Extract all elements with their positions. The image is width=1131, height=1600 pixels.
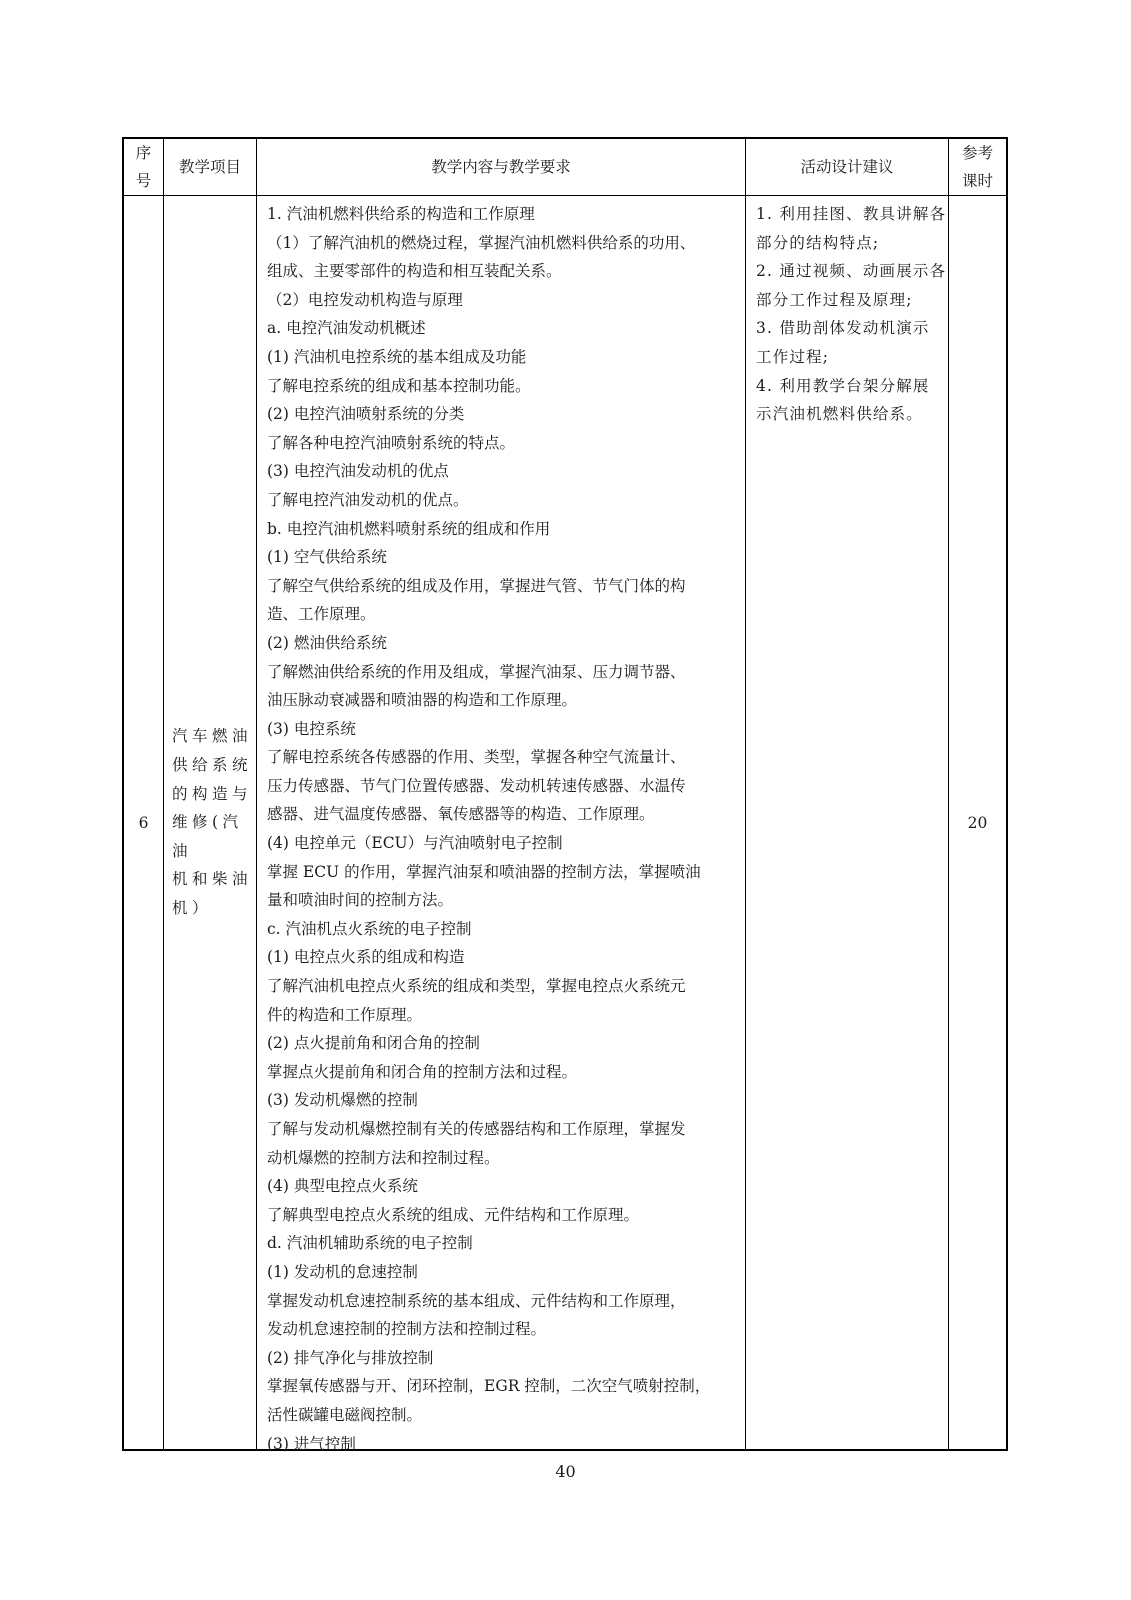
header-hours-line: 参考	[961, 144, 993, 162]
project-line: 的构造与	[172, 784, 253, 803]
project-line: 汽车燃油	[172, 727, 253, 746]
content-line: (3) 发动机爆燃的控制	[267, 1091, 418, 1110]
content-line: 件的构造和工作原理。	[267, 1005, 423, 1024]
row-number-value: 6	[138, 813, 149, 832]
content-line: c. 汽油机点火系统的电子控制	[267, 919, 472, 938]
header-hours-line: 课时	[961, 172, 993, 190]
project-line: 供给系统	[172, 756, 253, 775]
content-line: (3) 电控系统	[267, 719, 356, 738]
content-line: 动机爆燃的控制方法和控制过程。	[267, 1148, 500, 1167]
content-line: (2) 燃油供给系统	[267, 633, 387, 652]
content-line: b. 电控汽油机燃料喷射系统的组成和作用	[267, 519, 551, 538]
content-line: 量和喷油时间的控制方法。	[267, 891, 454, 910]
header-no-line: 序	[135, 144, 152, 162]
content-line: (3) 进气控制	[267, 1434, 356, 1453]
row-content	[257, 196, 745, 1453]
activity-line: 3. 借助剖体发动机演示	[756, 319, 930, 338]
content-line: a. 电控汽油发动机概述	[267, 319, 426, 338]
activity-line: 1. 利用挂图、教具讲解各	[756, 205, 947, 223]
content-line: (2) 点火提前角和闭合角的控制	[267, 1034, 480, 1053]
content-line: 了解与发动机爆燃控制有关的传感器结构和工作原理，掌握发	[267, 1120, 686, 1138]
row-hours-value: 20	[967, 813, 988, 832]
content-line: 活性碳罐电磁阀控制。	[267, 1405, 423, 1424]
content-line: (1) 汽油机电控系统的基本组成及功能	[267, 347, 527, 366]
row-hours	[949, 196, 1006, 1449]
content-line: （2）电控发动机构造与原理	[267, 290, 463, 309]
content-line: 发动机怠速控制的控制方法和控制过程。	[267, 1320, 547, 1339]
content-line: 了解电控汽油发动机的优点。	[267, 490, 469, 509]
activity-line: 工作过程;	[756, 347, 830, 366]
content-line: 掌握发动机怠速控制系统的基本组成、元件结构和工作原理，	[267, 1291, 686, 1310]
content-line: (4) 典型电控点火系统	[267, 1177, 418, 1196]
content-line: (1) 电控点火系的组成和构造	[267, 948, 465, 967]
page-number: 40	[555, 1462, 576, 1481]
header-activity	[746, 139, 948, 195]
header-activity-label: 活动设计建议	[800, 158, 894, 176]
row-project	[164, 196, 256, 1449]
header-project-label: 教学项目	[178, 158, 241, 176]
content-list	[267, 200, 745, 1458]
content-line: (1) 空气供给系统	[267, 548, 387, 567]
row-activity	[746, 196, 948, 1449]
content-line: 油压脉动衰减器和喷油器的构造和工作原理。	[267, 691, 578, 710]
header-no	[124, 139, 163, 195]
content-line: 了解汽油机电控点火系统的组成和类型，掌握电控点火系统元	[267, 977, 686, 996]
content-line: 造、工作原理。	[267, 605, 376, 624]
content-line: 了解燃油供给系统的作用及组成，掌握汽油泵、压力调节器、	[267, 662, 686, 681]
content-line: 了解电控系统各传感器的作用、类型，掌握各种空气流量计、	[267, 748, 686, 767]
content-line: 掌握氧传感器与开、闭环控制，EGR 控制，二次空气喷射控制，	[267, 1377, 711, 1396]
content-line: (1) 发动机的怠速控制	[267, 1262, 418, 1281]
content-line: (3) 电控汽油发动机的优点	[267, 462, 449, 481]
row-number	[124, 196, 163, 1449]
activity-line: 2. 通过视频、动画展示各	[756, 262, 947, 281]
content-line: （1）了解汽油机的燃烧过程，掌握汽油机燃料供给系的功用、	[267, 233, 696, 252]
activity-line: 4. 利用教学台架分解展	[756, 376, 930, 395]
content-line: 了解各种电控汽油喷射系统的特点。	[267, 433, 516, 452]
content-line: 1. 汽油机燃料供给系的构造和工作原理	[267, 205, 535, 223]
content-line: 了解典型电控点火系统的组成、元件结构和工作原理。	[267, 1205, 640, 1224]
content-line: 压力传感器、节气门位置传感器、发动机转速传感器、水温传	[267, 776, 686, 795]
project-line: 机）	[172, 898, 213, 917]
content-line: 掌握 ECU 的作用，掌握汽油泵和喷油器的控制方法，掌握喷油	[267, 862, 701, 881]
content-line: (2) 电控汽油喷射系统的分类	[267, 405, 465, 424]
content-line: (4) 电控单元（ECU）与汽油喷射电子控制	[267, 834, 563, 853]
content-line: 了解电控系统的组成和基本控制功能。	[267, 376, 531, 395]
activity-list	[756, 200, 948, 429]
header-hours	[949, 139, 1006, 195]
content-line: d. 汽油机辅助系统的电子控制	[267, 1234, 473, 1253]
content-line: 感器、进气温度传感器、氧传感器等的构造、工作原理。	[267, 805, 655, 824]
activity-line: 部分的结构特点;	[756, 233, 880, 252]
activity-line: 部分工作过程及原理;	[756, 290, 913, 309]
project-line: 维修(汽油	[172, 813, 243, 860]
curriculum-table	[122, 137, 1008, 1451]
content-line: 了解空气供给系统的组成及作用，掌握进气管、节气门体的构	[267, 576, 686, 595]
content-line: (2) 排气净化与排放控制	[267, 1348, 434, 1367]
project-line: 机和柴油	[172, 870, 253, 889]
header-no-line: 号	[135, 172, 152, 190]
project-name	[164, 722, 256, 922]
header-content	[257, 139, 745, 195]
header-project	[164, 139, 256, 195]
header-content-label: 教学内容与教学要求	[431, 158, 571, 176]
content-line: 组成、主要零部件的构造和相互装配关系。	[267, 262, 562, 281]
activity-line: 示汽油机燃料供给系。	[756, 405, 924, 424]
content-line: 掌握点火提前角和闭合角的控制方法和过程。	[267, 1062, 578, 1081]
